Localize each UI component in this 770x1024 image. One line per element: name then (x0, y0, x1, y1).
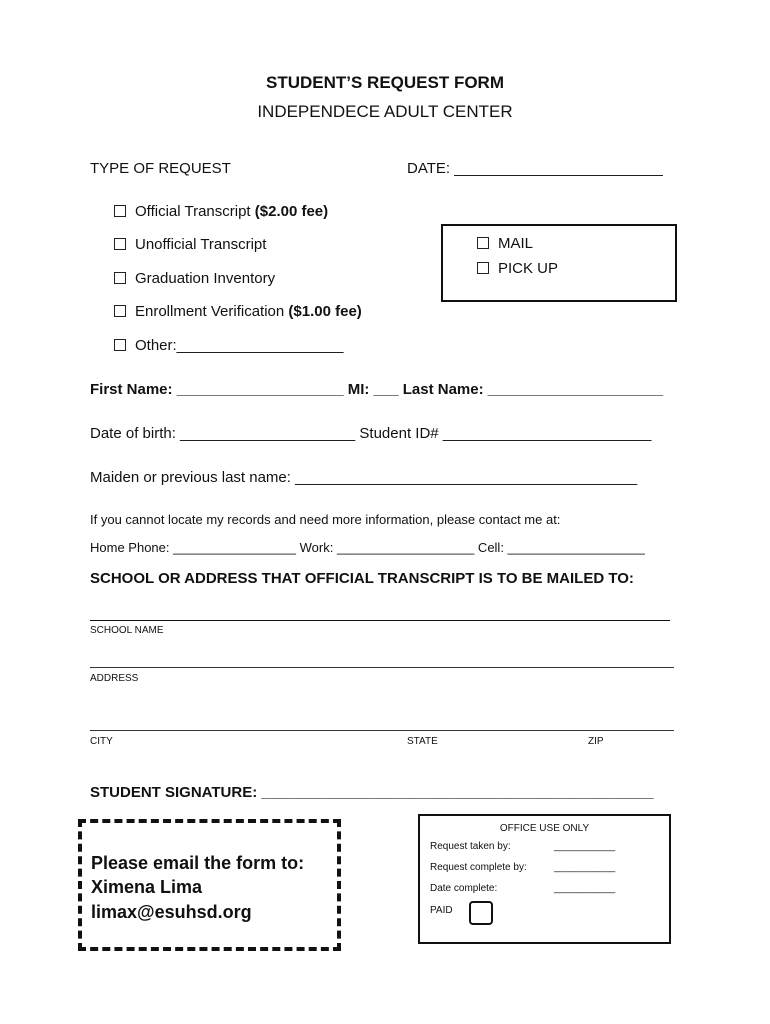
option-pick-up[interactable]: PICK UP (477, 260, 558, 277)
school-name-label: SCHOOL NAME (90, 625, 164, 636)
checkbox-other[interactable] (114, 339, 126, 351)
student-signature-field[interactable]: STUDENT SIGNATURE: _______________________________________________ (90, 784, 654, 801)
city-state-zip-line[interactable] (90, 730, 674, 731)
date-field[interactable]: DATE: _________________________ (407, 160, 663, 177)
checkbox-mail[interactable] (477, 237, 489, 249)
email-instructions-box (78, 819, 341, 951)
paid-checkbox[interactable] (469, 901, 493, 925)
option-unofficial-transcript[interactable]: Unofficial Transcript (114, 236, 266, 253)
checkbox-pick-up[interactable] (477, 262, 489, 274)
checkbox-enrollment-verification[interactable] (114, 305, 126, 317)
option-official-transcript[interactable]: Official Transcript ($2.00 fee) (114, 203, 328, 220)
request-taken-by-label: Request taken by: (430, 841, 511, 852)
checkbox-unofficial-transcript[interactable] (114, 238, 126, 250)
checkbox-graduation-inventory[interactable] (114, 272, 126, 284)
date-complete-label: Date complete: (430, 883, 498, 894)
option-graduation-inventory[interactable]: Graduation Inventory (114, 270, 275, 287)
email-address: limax@esuhsd.org (91, 902, 252, 922)
phone-fields[interactable]: Home Phone: _________________ Work: ___________________ Cell: ___________________ (90, 540, 645, 555)
request-complete-by-field[interactable]: ___________ (554, 862, 616, 873)
option-enrollment-verification[interactable]: Enrollment Verification ($1.00 fee) (114, 303, 362, 320)
request-taken-by-field[interactable]: ___________ (554, 841, 616, 852)
email-line-1: Please email the form to: (91, 853, 305, 873)
date-complete-field[interactable]: ___________ (554, 883, 616, 894)
city-label: CITY (90, 736, 113, 747)
option-mail[interactable]: MAIL (477, 235, 533, 252)
state-label: STATE (407, 736, 438, 747)
form-subtitle: INDEPENDECE ADULT CENTER (257, 102, 513, 121)
address-label: ADDRESS (90, 673, 139, 684)
mailing-heading: SCHOOL OR ADDRESS THAT OFFICIAL TRANSCRIPT IS TO BE MAILED TO: (90, 570, 634, 587)
name-fields[interactable]: First Name: ____________________ MI: ___ Last Name: _____________________ (90, 381, 663, 398)
school-name-line[interactable] (90, 620, 670, 621)
request-complete-by-label: Request complete by: (430, 862, 527, 873)
address-line[interactable] (90, 667, 674, 668)
office-use-box (418, 814, 671, 944)
paid-label: PAID (430, 905, 453, 916)
dob-student-id-fields[interactable]: Date of birth: _____________________ Student ID# _________________________ (90, 425, 652, 442)
zip-label: ZIP (588, 736, 604, 747)
delivery-method-box (441, 224, 677, 302)
contact-note: If you cannot locate my records and need more information, please contact me at: (90, 512, 561, 527)
office-use-title: OFFICE USE ONLY (499, 823, 590, 834)
maiden-name-field[interactable]: Maiden or previous last name: _________________________________________ (90, 469, 638, 486)
option-other[interactable]: Other:____________________ (114, 337, 344, 354)
checkbox-official-transcript[interactable] (114, 205, 126, 217)
form-title: STUDENT’S REQUEST FORM (265, 73, 504, 92)
type-of-request-label: TYPE OF REQUEST (90, 160, 231, 177)
email-line-2: Ximena Lima (91, 877, 203, 897)
